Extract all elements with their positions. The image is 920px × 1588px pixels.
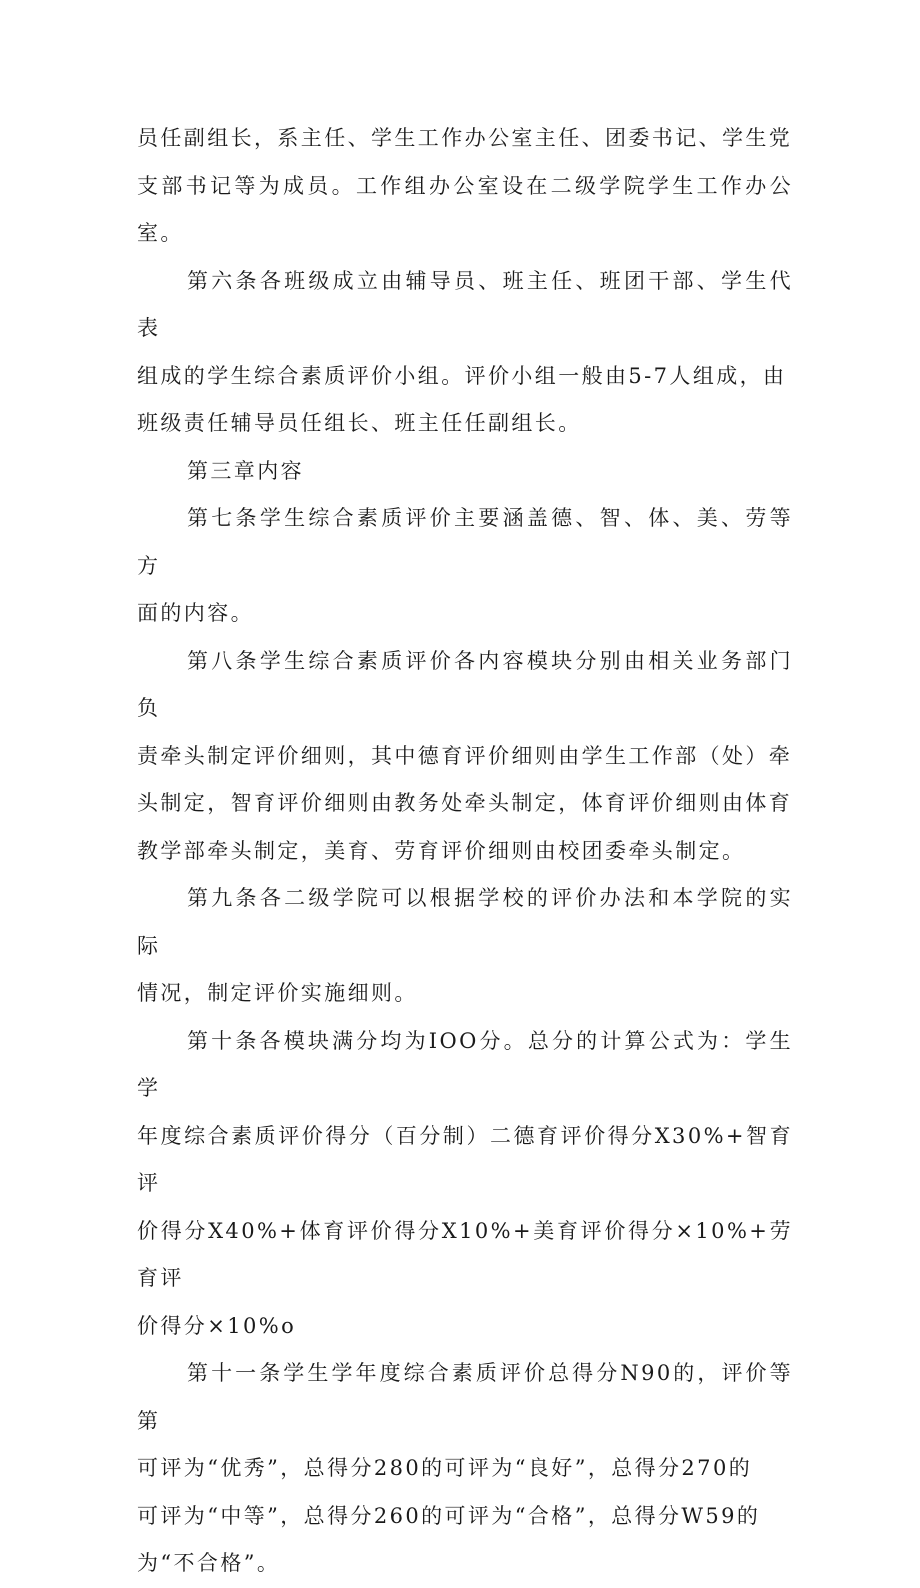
text-line: 年度综合素质评价得分（百分制）二德育评价得分X30%+智育评 <box>137 1123 793 1195</box>
paragraph-article-7 <box>137 495 793 638</box>
text-line: 第九条各二级学院可以根据学校的评价办法和本学院的实际 <box>137 886 793 958</box>
text-line: 价得分X40%+体育评价得分X10%+美育评价得分×10%+劳育评 <box>137 1218 793 1290</box>
text-line: 第十一条学生学年度综合素质评价总得分N90的，评价等第 <box>137 1361 793 1433</box>
document-body <box>137 115 793 1588</box>
paragraph-article-11 <box>137 1350 793 1588</box>
text-line: 可评为“中等”，总得分260的可评为“合格”，总得分W59的 <box>137 1503 761 1528</box>
text-line: 第三章内容 <box>187 458 304 483</box>
text-line: 教学部牵头制定，美育、劳育评价细则由校团委牵头制定。 <box>137 838 746 863</box>
text-line: 班级责任辅导员任组长、班主任任副组长。 <box>137 411 582 435</box>
text-line: 第七条学生综合素质评价主要涵盖德、智、体、美、劳等方 <box>137 506 793 578</box>
chapter-heading <box>137 448 793 496</box>
paragraph-article-6 <box>137 258 793 448</box>
text-line: 价得分×10%o <box>137 1313 297 1338</box>
text-line: 为“不合格”。 <box>137 1551 281 1575</box>
text-line: 第十条各模块满分均为IOO分。总分的计算公式为：学生学 <box>137 1028 793 1100</box>
text-line: 头制定，智育评价细则由教务处牵头制定，体育评价细则由体育 <box>137 791 793 815</box>
text-line: 支部书记等为成员。工作组办公室设在二级学院学生工作办公室。 <box>137 173 793 245</box>
paragraph-continuation <box>137 115 793 258</box>
text-line: 组成的学生综合素质评价小组。评价小组一般由5-7人组成，由 <box>137 363 787 388</box>
text-line: 员任副组长，系主任、学生工作办公室主任、团委书记、学生党 <box>137 126 793 150</box>
paragraph-article-8 <box>137 638 793 876</box>
text-line: 情况，制定评价实施细则。 <box>137 981 418 1005</box>
paragraph-article-10 <box>137 1018 793 1351</box>
paragraph-article-9 <box>137 875 793 1018</box>
text-line: 第六条各班级成立由辅导员、班主任、班团干部、学生代表 <box>137 268 793 340</box>
text-line: 第八条学生综合素质评价各内容模块分别由相关业务部门负 <box>137 648 793 720</box>
text-line: 责牵头制定评价细则，其中德育评价细则由学生工作部（处）牵 <box>137 743 793 768</box>
text-line: 面的内容。 <box>137 601 254 625</box>
text-line: 可评为“优秀”，总得分280的可评为“良好”，总得分270的 <box>137 1456 753 1480</box>
